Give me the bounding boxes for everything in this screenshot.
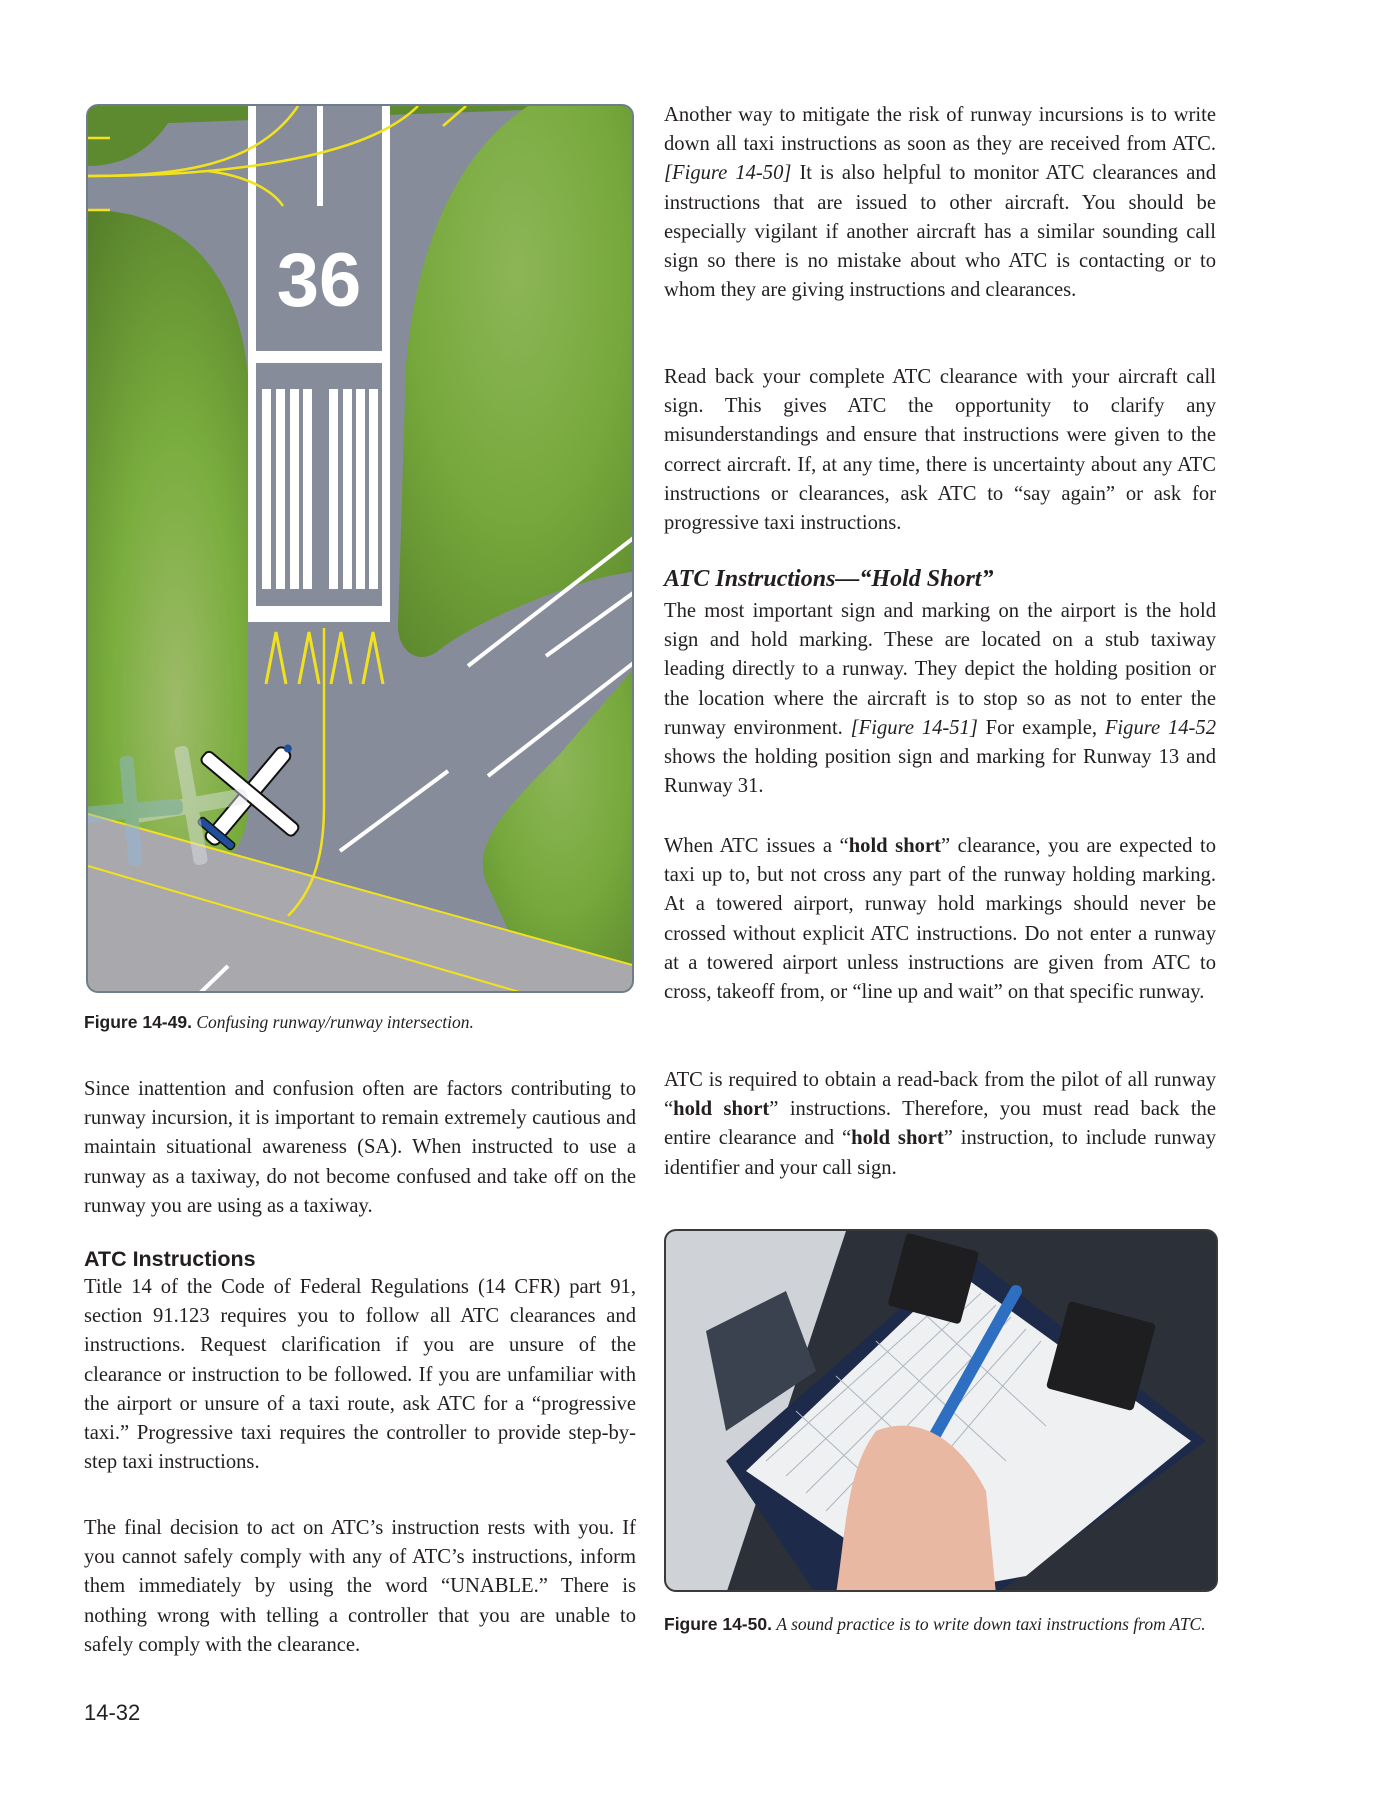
figure-caption-text: A sound practice is to write down taxi instructions from ATC.: [776, 1614, 1206, 1634]
bold-text: hold short: [851, 1127, 944, 1150]
text: ATC is required to obtain a read-back from the pilot of all runway “: [664, 1069, 1216, 1121]
text: The most important sign and marking on the airport is the hold sign and hold marking. These are located on a stub taxiway leading directly to a runway. They depict the holding position or the location where the aircraft is to stop so as not to enter the runway environment.: [664, 600, 1216, 739]
text: Another way to mitigate the risk of runway incursions is to write down all taxi instructions as soon as they are received from ATC.: [664, 104, 1216, 156]
paragraph-14cfr: Title 14 of the Code of Federal Regulations (14 CFR) part 91, section 91.123 requires you to follow all ATC clearances and instructions. Request clarification if you are unsure of the clearance or instruction to be followed. If you are unfamiliar with the airport or unsure of a taxi route, ask ATC for a “progressive taxi.” Progressive taxi requires the controller to provide step-by-step taxi instructions.: [84, 1276, 636, 1474]
paragraph-hold-sign: [664, 597, 1216, 801]
section-hold-short: [664, 564, 1216, 801]
text: When ATC issues a “: [664, 835, 849, 857]
paragraph-inattention: Since inattention and confusion often are factors contributing to runway incursion, it is important to remain extremely cautious and maintain situational awareness (SA). When instructed to use a runway as a taxiway, do not become confused and take off on the runway you are using as a taxiway.: [84, 1078, 636, 1217]
figure-reference-14-52[interactable]: Figure 14-52: [1104, 716, 1216, 739]
text: For example,: [977, 716, 1105, 739]
pilot-writing-photo-illustration: [666, 1231, 1218, 1592]
svg-text:36: 36: [276, 238, 362, 323]
text: ” clearance, you are expected to taxi up to, but not cross any part of the runway holding marking. At a towered airport, runway hold markings should never be crossed without explicit ATC instructions. Do not enter a runway at a towered airport unless instructions are given from ATC to cross, takeoff from, or “line up and wait” on that specific runway.: [664, 835, 1216, 1004]
paragraph-hold-short-clearance: [664, 832, 1216, 1007]
section-heading-hold-short: ATC Instructions—“Hold Short”: [664, 566, 994, 592]
section-heading-atc-instructions: ATC Instructions: [84, 1247, 256, 1271]
text: shows the holding position sign and marking for Runway 13 and Runway 31.: [664, 746, 1216, 798]
paragraph-write-down: [664, 101, 1216, 305]
paragraph-unable: The final decision to act on ATC’s instruction rests with you. If you cannot safely comply with any of ATC’s instructions, inform them immediately by using the word “UNABLE.” There is nothing wrong with telling a controller that you are unable to safely comply with the clearance.: [84, 1517, 636, 1656]
left-column-bottom: [84, 1514, 636, 1660]
left-column: [84, 1075, 636, 1221]
bold-text: hold short: [673, 1098, 770, 1121]
bold-text: hold short: [848, 835, 941, 857]
figure-reference-14-50[interactable]: [Figure 14-50]: [664, 162, 792, 185]
figure-14-49-caption: [84, 1010, 636, 1034]
text: ” instruction, to include runway identifier and your call sign.: [664, 1127, 1216, 1179]
figure-14-49-runway-diagram: [86, 104, 634, 993]
text: ” instructions. Therefore, you must read back the entire clearance and “: [664, 1098, 1216, 1150]
section-atc-instructions: [84, 1245, 636, 1477]
paragraph-readback-required: [664, 1066, 1216, 1183]
right-column: [664, 101, 1216, 305]
figure-label: Figure 14-49.: [84, 1012, 192, 1032]
figure-14-50-photo: [664, 1229, 1218, 1592]
right-column-hold-short-clearance: [664, 832, 1216, 1007]
text: It is also helpful to monitor ATC clearances and instructions that are issued to other aircraft. You should be especially vigilant if another aircraft has a similar sounding call sign so there is no mistake about who ATC is contacting or to whom they are giving instructions and clearances.: [664, 162, 1217, 302]
right-column-readback: [664, 363, 1216, 538]
paragraph-read-back: Read back your complete ATC clearance with your aircraft call sign. This gives ATC the opportunity to clarify any misunderstandings and ensure that instructions were given to the correct aircraft. If, at any time, there is uncertainty about any ATC instructions or clearances, ask ATC to “say again” or ask for progressive taxi instructions.: [664, 366, 1216, 535]
figure-label: Figure 14-50.: [664, 1614, 772, 1634]
runway-intersection-illustration: [88, 106, 634, 993]
figure-14-50-caption: [664, 1612, 1218, 1636]
page-number: 14-32: [84, 1700, 141, 1725]
right-column-readback-required: [664, 1066, 1216, 1183]
figure-caption-text: Confusing runway/runway intersection.: [196, 1012, 474, 1032]
figure-reference-14-51[interactable]: [Figure 14-51]: [850, 716, 978, 739]
